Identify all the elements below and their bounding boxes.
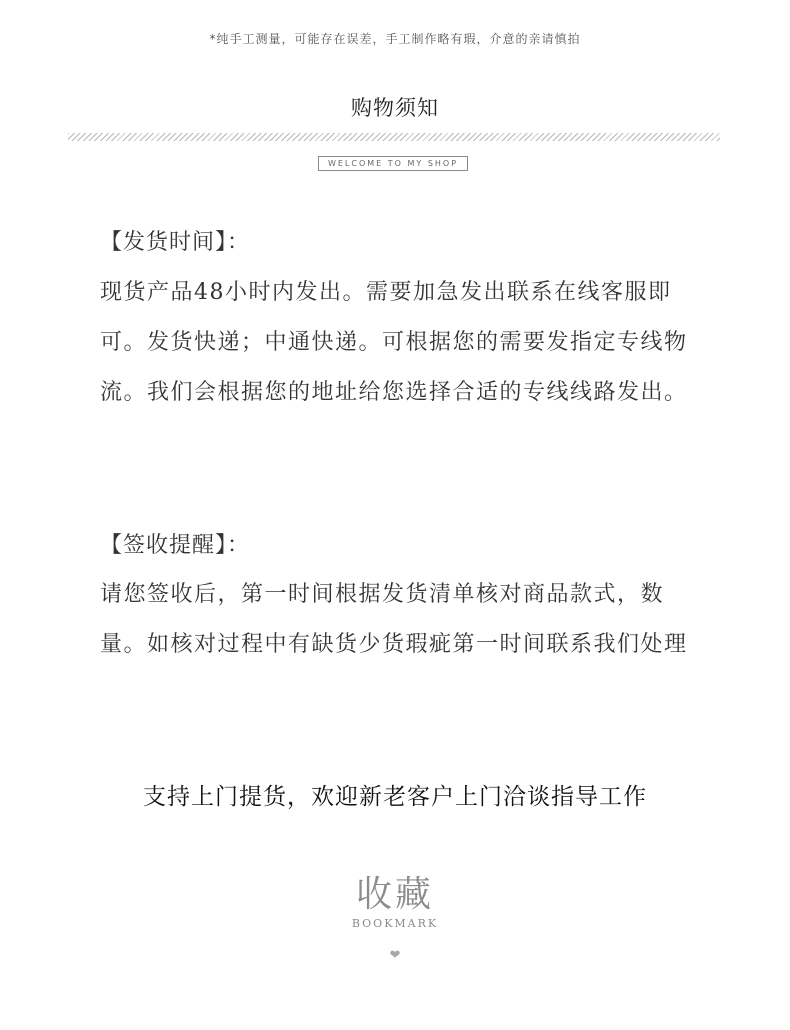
- shipping-heading: 【发货时间】：: [100, 230, 251, 255]
- bookmark-label[interactable]: 收藏: [355, 874, 434, 915]
- bookmark-sub-label: BOOKMARK: [351, 917, 439, 930]
- heart-icon: ❤: [389, 948, 401, 963]
- page-title: 购物须知: [351, 96, 439, 120]
- decorative-divider: [68, 133, 720, 141]
- receipt-heading: 【签收提醒】：: [100, 533, 251, 558]
- pickup-notice: 支持上门提货，欢迎新老客户上门洽谈指导工作: [143, 784, 647, 810]
- welcome-badge: WELCOME TO MY SHOP: [318, 156, 468, 171]
- disclaimer-text: *纯手工测量，可能存在误差，手工制作略有瑕，介意的亲请慎拍: [209, 32, 581, 46]
- shipping-body: 现货产品48小时内发出。需要加急发出联系在线客服即可。发货快递；中通快递。可根据您的需要发指定专线物流。我们会根据您的地址给您选择合适的专线线路发出。: [100, 280, 688, 405]
- receipt-body: 请您签收后，第一时间根据发货清单核对商品款式，数量。如核对过程中有缺货少货瑕疵第一时间联系我们处理: [100, 582, 688, 657]
